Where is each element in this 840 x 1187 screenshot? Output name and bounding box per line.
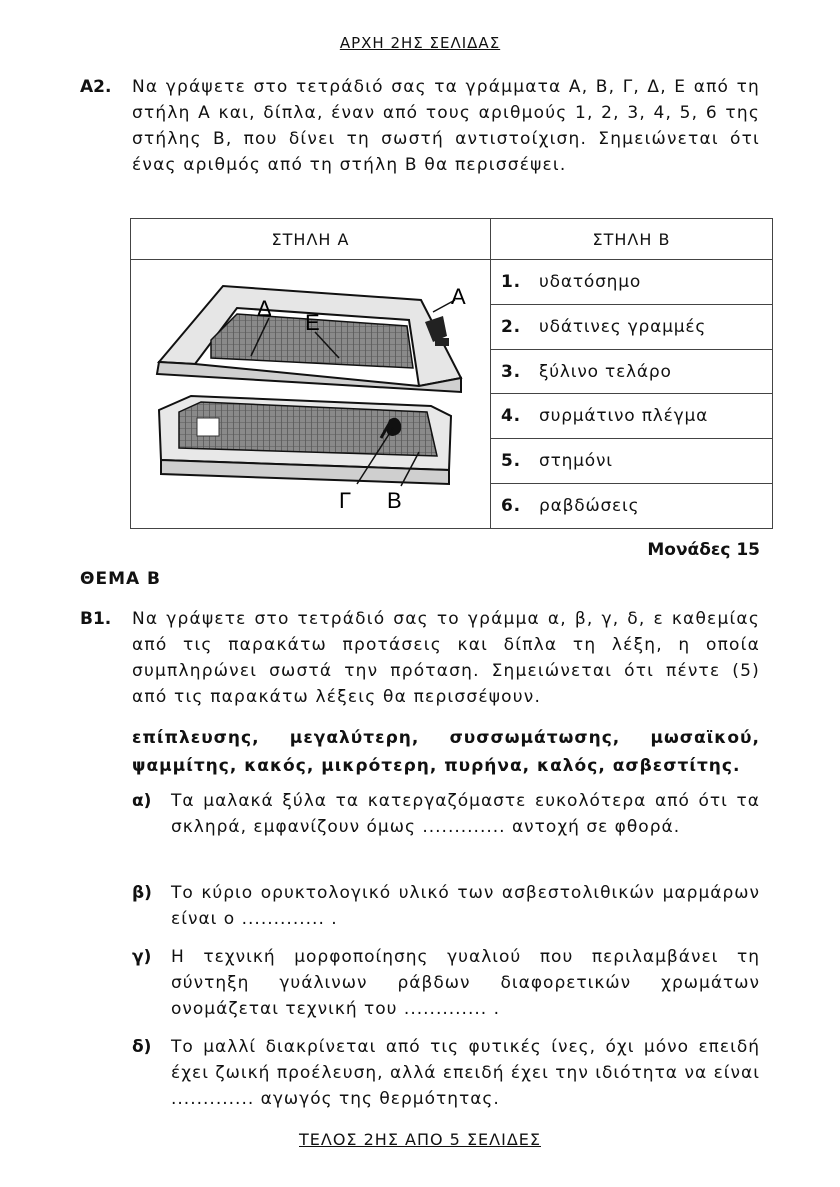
column-b-item: 4. συρμάτινο πλέγμα — [491, 394, 773, 439]
word-bank: επίπλευσης, μεγαλύτερη, συσσωμάτωσης, μωσαϊκού, ψαμμίτης, κακός, μικρότερη, πυρήνα, καλός, ασβεστίτης. — [132, 728, 760, 776]
question-text: Να γράψετε στο τετράδιό σας τα γράμματα Α, Β, Γ, Δ, Ε από τη στήλη Α και, δίπλα, έναν από τους αριθμούς 1, 2, 3, 4, 5, 6 της στήλης Β, που δίνει τη σωστή αντιστοίχιση. Σημειώνεται ότι ένας αριθμός από τη στήλη Β θα περισσέψει. — [132, 77, 760, 175]
page-footer: ΤΕΛΟΣ 2ΗΣ ΑΠΟ 5 ΣΕΛΙΔΕΣ — [299, 1130, 541, 1149]
column-b-item: 5. στημόνι — [491, 439, 773, 484]
question-number: Α2. — [80, 77, 112, 97]
theme-heading: ΘΕΜΑ Β — [80, 569, 162, 589]
label-d: Δ — [257, 296, 273, 321]
page-header: ΑΡΧΗ 2ΗΣ ΣΕΛΙΔΑΣ — [339, 34, 501, 52]
matching-table — [130, 218, 773, 529]
question-b1 — [80, 606, 760, 716]
label-a: Α — [451, 284, 467, 309]
column-a-header: ΣΤΗΛΗ Α — [131, 219, 491, 260]
figure-cell — [131, 260, 491, 529]
column-b-header: ΣΤΗΛΗ Β — [491, 219, 773, 260]
column-b-item: 1. υδατόσημο — [491, 260, 773, 305]
question-number: Β1. — [80, 609, 112, 629]
question-text: Να γράψετε στο τετράδιό σας το γράμμα α, β, γ, δ, ε καθεμίας από τις παρακάτω προτάσεις και δίπλα τη λέξη, η οποία συμπληρώνει σωστά την πρόταση. Σημειώνεται ότι πέντε (5) από τις παρακάτω λέξεις θα περισσέψουν. — [132, 609, 760, 707]
label-b: Β — [387, 488, 403, 513]
papermaking-mould-figure — [131, 260, 490, 528]
question-a2 — [80, 74, 760, 214]
label-g: Γ — [339, 488, 352, 513]
label-e: Ε — [305, 310, 321, 335]
column-b-item: 6. ραβδώσεις — [491, 484, 773, 529]
column-b-item: 3. ξύλινο τελάρο — [491, 349, 773, 394]
column-b-item: 2. υδάτινες γραμμές — [491, 304, 773, 349]
units-label: Μονάδες 15 — [647, 540, 760, 560]
